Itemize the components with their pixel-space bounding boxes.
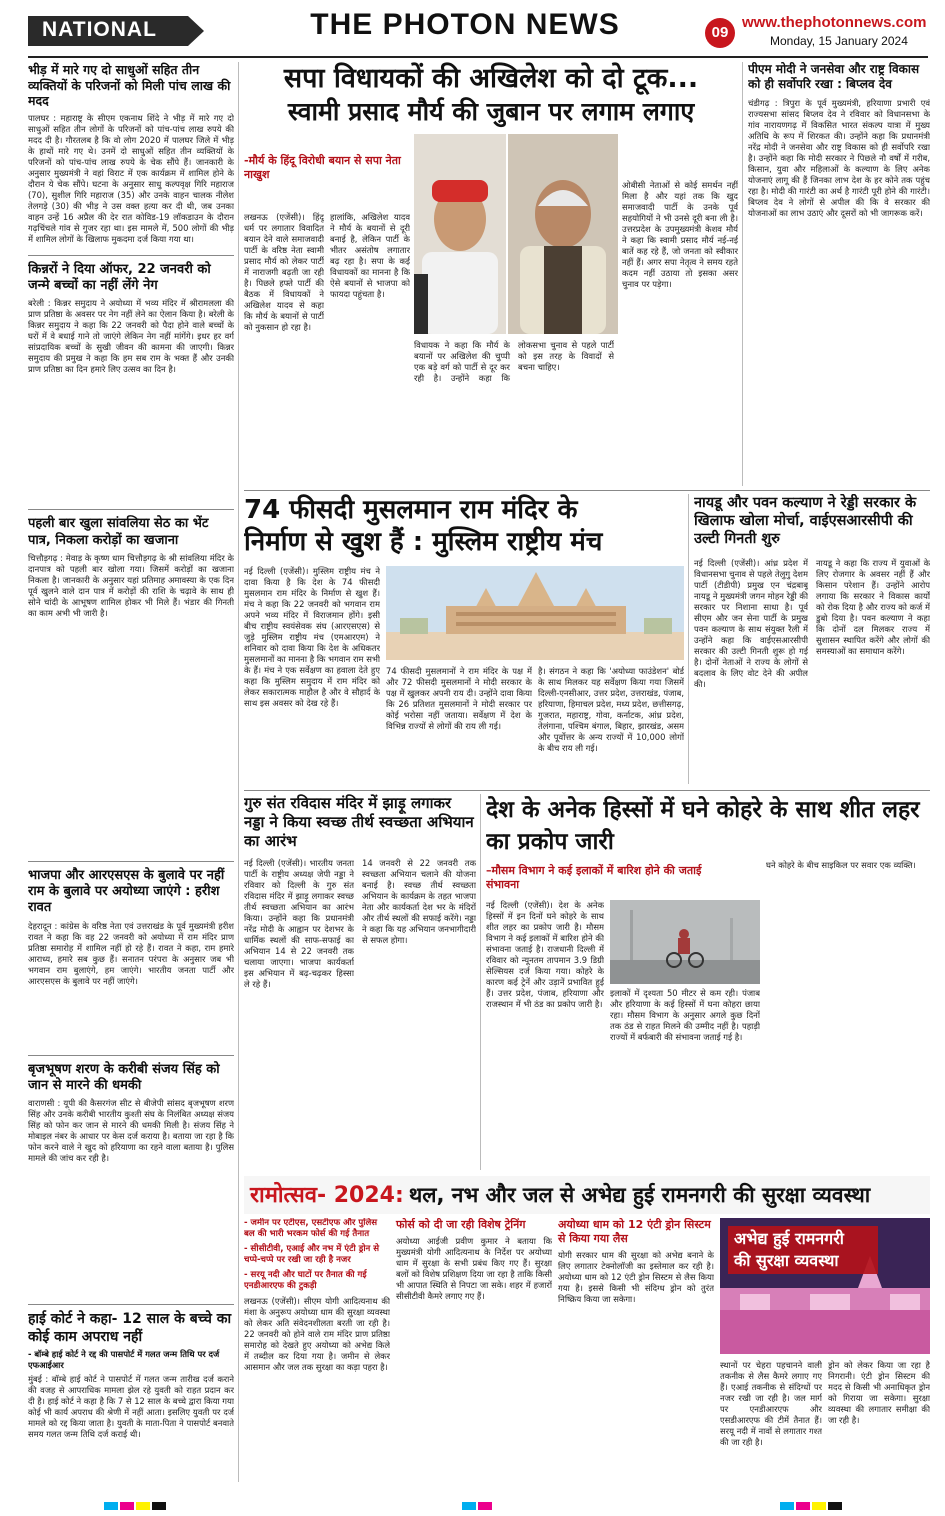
story-body: चित्तौड़गढ़ : मेवाड़ के कृष्ण धाम चित्तौड़गढ़ के श्री सांवलिया मंदिर के दानपात्र को पहली बार खोला गया। जिसमें करोड़ों का खजाना निकला है। जानकारी के अनुसार यहां प्रतिमाह अमावस्या के एक दिन पूर्व खुलने वाले दान पात्र में करोड़ों की राशि के चढ़ावे के साथ ही सोने चांदी के आभूषण शामिल होकर भी मिले हैं। भंडार की गिनती का काम अभी भी जारी है।	[28, 552, 234, 618]
story-body: नई दिल्ली (एजेंसी)। आंध्र प्रदेश में विधानसभा चुनाव से पहले तेलुगु देशम पार्टी (टीडीपी) प्रमुख एन चंद्रबाबू नायडू ने मुख्यमंत्री जगन मोहन रेड्डी की सरकार पर निशाना साधा है। पूर्व सीएम और जन सेना पार्टी के प्रमुख पवन कल्याण के साथ संयुक्त रैली में उन्होंने कहा कि वाईएसआरसीपी सरकार की उल्टी गिनती शुरू हो गई है। दोनों नेताओं ने राज्य के लोगों से बदलाव के लिए वोट देने की अपील की।	[694, 558, 808, 689]
story-headline[interactable]: नायडू और पवन कल्याण ने रेड्डी सरकार के खिलाफ खोला मोर्चा, वाईएसआरसीपी की उल्टी गिनती शुरु	[694, 495, 917, 547]
story-body: है। संगठन ने कहा कि 'अयोध्या फाउंडेशन' बोर्ड के साथ मिलकर यह सर्वेक्षण किया गया जिसमें दिल्ली-एनसीआर, उत्तर प्रदेश, उत्तराखंड, पंजाब, हरियाणा, हिमाचल प्रदेश, मध्य प्रदेश, छत्तीसगढ़, गुजरात, महाराष्ट्र, गोवा, कर्नाटक, आंध्र प्रदेश, तेलंगाना, पश्चिम बंगाल, बिहार, झारखंड, असम और पूर्वोत्तर के अन्य राज्यों में 10,000 लोगों के बीच राय ली गई।	[538, 666, 684, 753]
top-story-body-1: लखनऊ (एजेंसी)। हिंदू धर्म पर लगातार विवादित बयान देने वाले समाजवादी पार्टी के वरिष्ठ नेता स्वामी प्रसाद मौर्य को लेकर पार्टी में नाराजगी बढ़ती जा रही है। पिछले हफ्ते पार्टी की बैठक में विधायकों ने अखिलेश यादव से कहा कि मौर्य के बयानों से पार्टी को नुकसान हो रहा है।	[244, 212, 324, 332]
story-headline[interactable]: भीड़ में मारे गए दो साधुओं सहित तीन व्यक्तियों के परिजनों को मिली पांच लाख की मदद	[28, 62, 231, 109]
story-body: स्थानों पर चेहरा पहचानने वाली तकनीक से लैस कैमरे लगाए गए हैं। एआई तकनीक से संदिग्धों पर नजर रखी जा रही है। जल मार्ग पर एनडीआरएफ और एसडीआरएफ की टीमें तैनात हैं। सरयू नदी में नावों से लगातार गश्त की जा रही है।	[720, 1360, 822, 1447]
key-point: - जमीन पर एटीएस, एसटीएफ और पुलिस बल की भारी भरकम फोर्स की गई तैनात	[244, 1218, 378, 1239]
column-divider	[238, 62, 239, 1482]
registration-mark	[478, 1502, 492, 1510]
registration-mark	[780, 1502, 794, 1510]
divider	[28, 255, 234, 256]
section-subhead: फोर्स को दी जा रही विशेष ट्रेनिंग	[396, 1218, 526, 1231]
masthead	[0, 0, 945, 62]
story-body: नई दिल्ली (एजेंसी)। देश के अनेक हिस्सों में इन दिनों घने कोहरे के साथ शीत लहर का प्रकोप जारी है। मौसम विभाग ने कई इलाकों में बारिश होने की संभावना जताई है। राजधानी दिल्ली में रविवार को न्यूनतम तापमान 3.9 डिग्री सेल्सियस दर्ज किया गया। कोहरे के कारण कई ट्रेनें और उड़ानें प्रभावित हुई हैं। उत्तर प्रदेश, पंजाब, हरियाणा और राजस्थान में भी ठंड का प्रकोप जारी है।	[486, 900, 604, 1009]
naidu-story	[694, 494, 930, 784]
story-body: चंडीगढ़ : त्रिपुरा के पूर्व मुख्यमंत्री, हरियाणा प्रभारी एवं राज्यसभा सांसद बिप्लव देव ने रविवार को विधानसभा के गांव नारायणगढ़ में विकसित भारत संकल्प यात्रा में मुख्य अतिथि के रूप में शिरकत की। उन्होंने कहा कि प्रधानमंत्री नरेंद्र मोदी ने जनसेवा और राष्ट्र विकास को ही सर्वोपरि रखा है। उन्होंने कहा कि मोदी सरकार ने पिछले नौ वर्षों में गरीब, किसान, युवा और महिलाओं के कल्याण के लिए अनेक योजनाएं लागू की हैं जिनका लाभ देश के हर कोने तक पहुंच रहा है। मोदी की गारंटी का अर्थ है गारंटी पूरी होने की गारंटी। बिप्लव देव ने लोगों से अपील की कि वे सरकार की योजनाओं का लाभ उठाएं और दूसरों को भी जागरूक करें।	[748, 98, 930, 218]
fog-story	[486, 794, 930, 1170]
story-headline-2[interactable]: निर्माण से खुश हैं : मुस्लिम राष्ट्रीय मंच	[244, 527, 603, 557]
foggy-road-photo	[610, 900, 760, 984]
story-headline[interactable]: किन्नरों ने दिया ऑफर, 22 जनवरी को जन्मे बच्चों का नहीं लेंगे नेग	[28, 261, 211, 294]
column-divider	[688, 494, 689, 784]
photo-title-2: की सुरक्षा व्यवस्था	[734, 1251, 839, 1270]
story-body: बरेली : किन्नर समुदाय ने अयोध्या में भव्य मंदिर में श्रीरामलला की प्राण प्रतिष्ठा के अवसर पर नेग नहीं लेने का ऐलान किया है। बरेली के किन्नर समुदाय ने कहा कि 22 जनवरी को पैदा होने वाले बच्चों के घरों में वे बधाई गाने तो जाएंगे लेकिन नेग नहीं मांगेंगे। इधर हर वर्ग सांप्रदायिक बच्चों के सुखी जीवन की कामना की जाएगी। किन्नर समुदाय की प्रमुख ने कहा कि हम सब राम के भक्त हैं और उनकी प्राण प्रतिष्ठा का दिन हमारे लिए उत्सव का दिन है।	[28, 298, 234, 375]
ramotsav-points	[244, 1218, 390, 1436]
masthead-rule	[28, 56, 928, 58]
page-number: 09	[705, 18, 735, 48]
section-tag: NATIONAL	[28, 16, 188, 46]
ramotsav-banner	[244, 1176, 930, 1214]
story-body: 14 जनवरी से 22 जनवरी तक स्वच्छता अभियान चलाने की योजना बनाई है। स्वच्छ तीर्थ स्वच्छता अभियान के कार्यक्रम के तहत भाजपा नेता और कार्यकर्ता देश भर के मंदिरों और तीर्थ स्थलों की सफाई करेंगे। नड्डा ने कहा कि यह अभियान जनभागीदारी से सफल होगा।	[362, 858, 476, 945]
story-body: नायडू ने कहा कि राज्य में युवाओं के लिए रोजगार के अवसर नहीं हैं और किसान परेशान हैं। उन्होंने आरोप लगाया कि सरकार ने विकास कार्यों को रोक दिया है और राज्य को कर्ज में डुबो दिया है। पवन कल्याण ने कहा कि दोनों दल मिलकर राज्य में सुशासन स्थापित करेंगे और लोगों की समस्याओं का समाधान करेंगे।	[816, 558, 930, 656]
top-story-left-block	[244, 154, 404, 186]
registration-mark	[828, 1502, 842, 1510]
newspaper-logo	[300, 8, 630, 42]
top-story-headline-2[interactable]: स्वामी प्रसाद मौर्य की जुबान पर लगाम लगाए	[287, 97, 695, 126]
politician-photo-2	[508, 134, 618, 334]
website-link[interactable]: www.thephotonnews.com	[742, 14, 927, 31]
story-subhead: - बॉम्बे हाई कोर्ट ने रद्द की पासपोर्ट में गलत जन्म तिथि पर दर्ज एफआईआर	[28, 1349, 220, 1371]
photo-title-1: अभेद्य हुई रामनगरी	[734, 1229, 844, 1248]
story-body: नई दिल्ली (एजेंसी)। मुस्लिम राष्ट्रीय मंच ने दावा किया है कि देश के 74 फीसदी मुसलमान राम मंदिर के निर्माण से खुश हैं। मंच ने कहा कि 22 जनवरी को भगवान राम अपने भव्य मंदिर में विराजमान होंगे। इसी बीच राष्ट्रीय स्वयंसेवक संघ (आरएसएस) से जुड़े मुस्लिम राष्ट्रीय मंच (एमआरएम) ने शनिवार को दावा किया कि देश के अधिकतर मुसलमानों का मानना है कि भगवान राम सभी के हैं। मंच ने एक सर्वेक्षण का हवाला देते हुए कहा कि मुस्लिम समुदाय में राम मंदिर को लेकर सकारात्मक माहौल है और वे सौहार्द के साथ इस अवसर को देख रहे हैं।	[244, 566, 380, 708]
divider	[28, 1055, 234, 1056]
ayodhya-night-photo	[720, 1218, 930, 1354]
issue-date: Monday, 15 January 2024	[770, 34, 908, 48]
story-headline[interactable]: गुरु संत रविदास मंदिर में झाड़ू लगाकर नड्डा ने किया स्वच्छ तीर्थ स्वच्छता अभियान का आरंभ	[244, 794, 474, 850]
story-headline-1[interactable]: 74 फीसदी मुसलमान राम मंदिर के	[244, 495, 578, 525]
top-story-headline-1[interactable]: सपा विधायकों की अखिलेश को दो टूक...	[283, 63, 699, 94]
muslim-manch-story	[244, 494, 684, 784]
section-subhead: अयोध्या धाम को 12 एंटी ड्रोन सिस्टम से किया गया लैस	[558, 1218, 711, 1245]
column-divider	[480, 794, 481, 1170]
key-point: - सरयू नदी और घाटों पर तैनात की गई एनडीआरएफ की टुकड़ी	[244, 1270, 367, 1291]
story-headline[interactable]: पहली बार खुला सांवलिया सेठ का भेंट पात्र, निकला करोड़ों का खजाना	[28, 516, 209, 548]
column-divider	[742, 62, 743, 486]
registration-mark	[136, 1502, 150, 1510]
registration-mark	[104, 1502, 118, 1510]
story-body: ड्रोन को लेकर किया जा रहा है निगरानी। एंटी ड्रोन सिस्टम की मदद से किसी भी अनाधिकृत ड्रोन को गिराया जा सकेगा। सुरक्षा व्यवस्था की लगातार समीक्षा की जा रही है।	[828, 1360, 930, 1425]
divider	[28, 1304, 234, 1305]
right-top-story	[748, 62, 930, 486]
registration-mark	[796, 1502, 810, 1510]
top-story-body-3: विधायक ने कहा कि मौर्य के बयानों पर अखिलेश की चुप्पी एक बड़े वर्ग को पार्टी से दूर कर रही है। उन्होंने कहा कि लोकसभा चुनाव से पहले पार्टी को इस तरह के विवादों से बचना चाहिए।	[414, 340, 614, 383]
logo-text: THE PHOTON NEWS	[310, 8, 620, 41]
top-story-body-2: हालांकि, अखिलेश यादव ने मौर्य के बयानों से दूरी बनाई है, लेकिन पार्टी के भीतर असंतोष लगातार बढ़ रहा है। सपा के कई विधायकों का मानना है कि ऐसे बयानों से भाजपा को फायदा पहुंचता है।	[330, 212, 410, 299]
story-headline[interactable]: हाई कोर्ट ने कहा- 12 साल के बच्चे का कोई काम अपराध नहीं	[28, 1311, 232, 1345]
story-body: योगी सरकार धाम की सुरक्षा को अभेद्य बनाने के लिए लगातार टेक्नोलॉजी का इस्तेमाल कर रही है। अयोध्या धाम को 12 एंटी ड्रोन सिस्टम से लैस किया गया है। इससे किसी भी संदिग्ध ड्रोन को तुरंत निष्क्रिय किया जा सकेगा।	[558, 1250, 714, 1304]
story-body: 74 फीसदी मुसलमानों ने राम मंदिर के पक्ष में और 72 फीसदी मुसलमानों ने मोदी सरकार के पक्ष में खुलकर अपनी राय दी। उन्होंने दावा किया कि 26 प्रतिशत मुसलमानों ने मोदी सरकार पर कोई भरोसा नहीं जताया। सर्वेक्षण में देश के विभिन्न राज्यों से लोगों की राय ली गई।	[386, 666, 532, 731]
story-body: देहरादून : कांग्रेस के वरिष्ठ नेता एवं उत्तराखंड के पूर्व मुख्यमंत्री हरीश रावत ने कहा कि वह 22 जनवरी को अयोध्या में राम मंदिर प्राण प्रतिष्ठा समारोह में शामिल नहीं हो रहे हैं। रावत ने कहा, राम हमारे आराध्य, हमारे सब कुछ हैं। सनातन परंपरा के अनुसार जब भी भगवान राम बुलाएंगे, हम जाएंगे। भारतीय जनता पार्टी और आरएसएस के बुलावे पर नहीं जाएंगे।	[28, 920, 234, 986]
ramotsav-col-2	[396, 1218, 552, 1480]
fog-photo	[610, 900, 760, 984]
story-body: नई दिल्ली (एजेंसी)। भारतीय जनता पार्टी के राष्ट्रीय अध्यक्ष जेपी नड्डा ने रविवार को दिल्ली के गुरु संत रविदास मंदिर में झाड़ू लगाकर स्वच्छ तीर्थ स्वच्छता अभियान का आरंभ किया। उन्होंने कहा कि प्रधानमंत्री नरेंद्र मोदी के आह्वान पर देशभर के धार्मिक स्थलों की साफ-सफाई का अभियान 14 से 22 जनवरी तक चलाया जाएगा। भाजपा कार्यकर्ता इस अभियान में बढ़-चढ़कर हिस्सा ले रहे हैं।	[244, 858, 354, 989]
story-headline[interactable]: बृजभूषण शरण के करीबी संजय सिंह को जान से मारने की धमकी	[28, 1061, 220, 1093]
registration-mark	[120, 1502, 134, 1510]
story-headline[interactable]: पीएम मोदी ने जनसेवा और राष्ट्र विकास को ही सर्वोपरि रखा : बिप्लव देव	[748, 62, 920, 91]
left-column	[28, 62, 234, 1482]
ramotsav-col-3	[558, 1218, 714, 1484]
story-body: लखनऊ (एजेंसी)। सीएम योगी आदित्यनाथ की मंशा के अनुरूप अयोध्या धाम की सुरक्षा व्यवस्था को लेकर अति संवेदनशीलता बरती जा रही है। 22 जनवरी को होने वाले राम मंदिर प्राण प्रतिष्ठा समारोह को देखते हुए अयोध्या को अभेद्य किले में तब्दील कर दिया गया है। जमीन से लेकर आसमान और जल तक सुरक्षा का कड़ा पहरा है।	[244, 1296, 390, 1372]
top-story	[244, 62, 738, 486]
banner-headline[interactable]: थल, नभ और जल से अभेद्य हुई रामनगरी की सुरक्षा व्यवस्था	[408, 1183, 871, 1207]
registration-mark	[152, 1502, 166, 1510]
key-point: - सीसीटीवी, एआई और नभ में एंटी ड्रोन से चप्पे-चप्पे पर रखी जा रही है नजर	[244, 1244, 380, 1265]
akhilesh-photo	[414, 134, 506, 334]
divider	[28, 509, 234, 510]
ram-temple-photo	[386, 566, 684, 660]
top-story-body-4: ओबीसी नेताओं से कोई समर्थन नहीं मिला है और यहां तक कि खुद समाजवादी पार्टी के उनके पूर्व सहयोगियों ने भी उनसे दूरी बना ली है। उत्तरप्रदेश के उपमुख्यमंत्री केशव मौर्य ने कहा कि स्वामी प्रसाद मौर्य नई-नई बातें कह रहे हैं, जो जनता को स्वीकार नहीं हैं। अगर सपा नेतृत्व ने समय रहते कदम नहीं उठाया तो इसका असर चुनाव पर पड़ेगा।	[622, 180, 738, 289]
guru-ravidas-story	[244, 794, 476, 1170]
story-body: पालघर : महाराष्ट्र के सीएम एकनाथ शिंदे ने भीड़ में मारे गए दो साधुओं सहित तीन लोगों के परिजनों को पांच-पांच लाख रुपये की मदद दी है। गौरतलब है कि वो लोग 2020 में पालघर जिले में भीड़ के हाथों मारे गए थे। उनमें दो साधुओं सहित तीन व्यक्तियों के परिजनों को पांच-पांच लाख रुपये के चेक सौंपे हैं। जानकारी के अनुसार मुख्यमंत्री ने वहां विराट में एक कार्यक्रम में शामिल होने के दौरान ये चेक सौंपे। घटना के अनुसार साधु कल्पवृक्ष गिरि महाराज (70), सुशील गिरि महाराज (35) और उनके वाहन चालक नीलेश तेलगड़े (30) की भीड़ ने उस वक्त हत्या कर दी थी, जब उनका वाहन उन्हें 16 अप्रैल की देर रात कोविड-19 लॉकडाउन के दौरान गढ़चिंचले गांव से गुजर रहा था। इस मामले में, 500 लोगों की भीड़ में शामिल लोगों के खिलाफ मुकदमा दर्ज किया गया था।	[28, 112, 234, 244]
politician-photo-1	[414, 134, 506, 334]
story-body: इलाकों में दृश्यता 50 मीटर से कम रही। पंजाब और हरियाणा के कई हिस्सों में घना कोहरा छाया रहा। मौसम विभाग के अनुसार अगले कुछ दिनों तक ठंड से राहत मिलने की उम्मीद नहीं है। पहाड़ी राज्यों में बर्फबारी की संभावना जताई गई है।	[610, 988, 760, 1042]
fog-photo-caption: घने कोहरे के बीच साइकिल पर सवार एक व्यक्ति।	[766, 860, 916, 870]
ramotsav-story	[244, 1218, 930, 1484]
divider	[28, 861, 234, 862]
swami-prasad-photo	[508, 134, 618, 334]
top-story-subhead: -मौर्य के हिंदू विरोधी बयान से सपा नेता नाखुश	[244, 154, 401, 181]
temple-photo	[386, 566, 684, 660]
story-subhead: –मौसम विभाग ने कई इलाकों में बारिश होने की जताई संभावना	[486, 864, 702, 891]
registration-mark	[812, 1502, 826, 1510]
banner-label[interactable]: रामोत्सव- 2024:	[250, 1183, 404, 1208]
story-body: वाराणसी : यूपी की कैसरगंज सीट से बीजेपी सांसद बृजभूषण शरण सिंह और उनके करीबी भारतीय कुश्ती संघ के निलंबित अध्यक्ष संजय सिंह को फोन कर जान से मारने की धमकी मिली है। संजय सिंह ने मोबाइल नंबर के आधार पर केस दर्ज कराया है। बताया जा रहा है कि फोन करने वाले ने खुद को हरियाणा का रहने वाला बताया है। पुलिस मामले की जांच कर रही है।	[28, 1098, 234, 1164]
registration-mark	[462, 1502, 476, 1510]
section-divider	[244, 790, 930, 791]
section-divider	[244, 490, 930, 491]
story-body: अयोध्या आईजी प्रवीण कुमार ने बताया कि मुख्यमंत्री योगी आदित्यनाथ के निर्देश पर अयोध्या धाम में सुरक्षा के सभी प्रबंध किए गए हैं। सुरक्षा बलों को विशेष प्रशिक्षण दिया जा रहा है ताकि किसी भी आपात स्थिति से निपटा जा सके। शहर में हजारों सीसीटीवी कैमरे लगाए गए हैं।	[396, 1236, 552, 1301]
story-headline[interactable]: देश के अनेक हिस्सों में घने कोहरे के साथ शीत लहर का प्रकोप जारी	[486, 797, 920, 855]
story-headline[interactable]: भाजपा और आरएसएस के बुलावे पर नहीं राम के बुलावे पर अयोध्या जाएंगे : हरीश रावत	[28, 867, 225, 916]
story-body: मुंबई : बॉम्बे हाई कोर्ट ने पासपोर्ट में गलत जन्म तारीख दर्ज कराने की वजह से आपराधिक मामला झेल रहे युवती को राहत प्रदान कर दी है। हाई कोर्ट ने कहा है कि 7 से 12 साल के बच्चे द्वारा किया गया कोई भी कार्य अपराध की श्रेणी में नहीं आता। इसलिए युवती पर दर्ज मामले को रद्द किया जाता है। युवती के माता-पिता ने पासपोर्ट बनवाते समय गलत जन्म तिथि दर्ज कराई थी।	[28, 1374, 234, 1440]
